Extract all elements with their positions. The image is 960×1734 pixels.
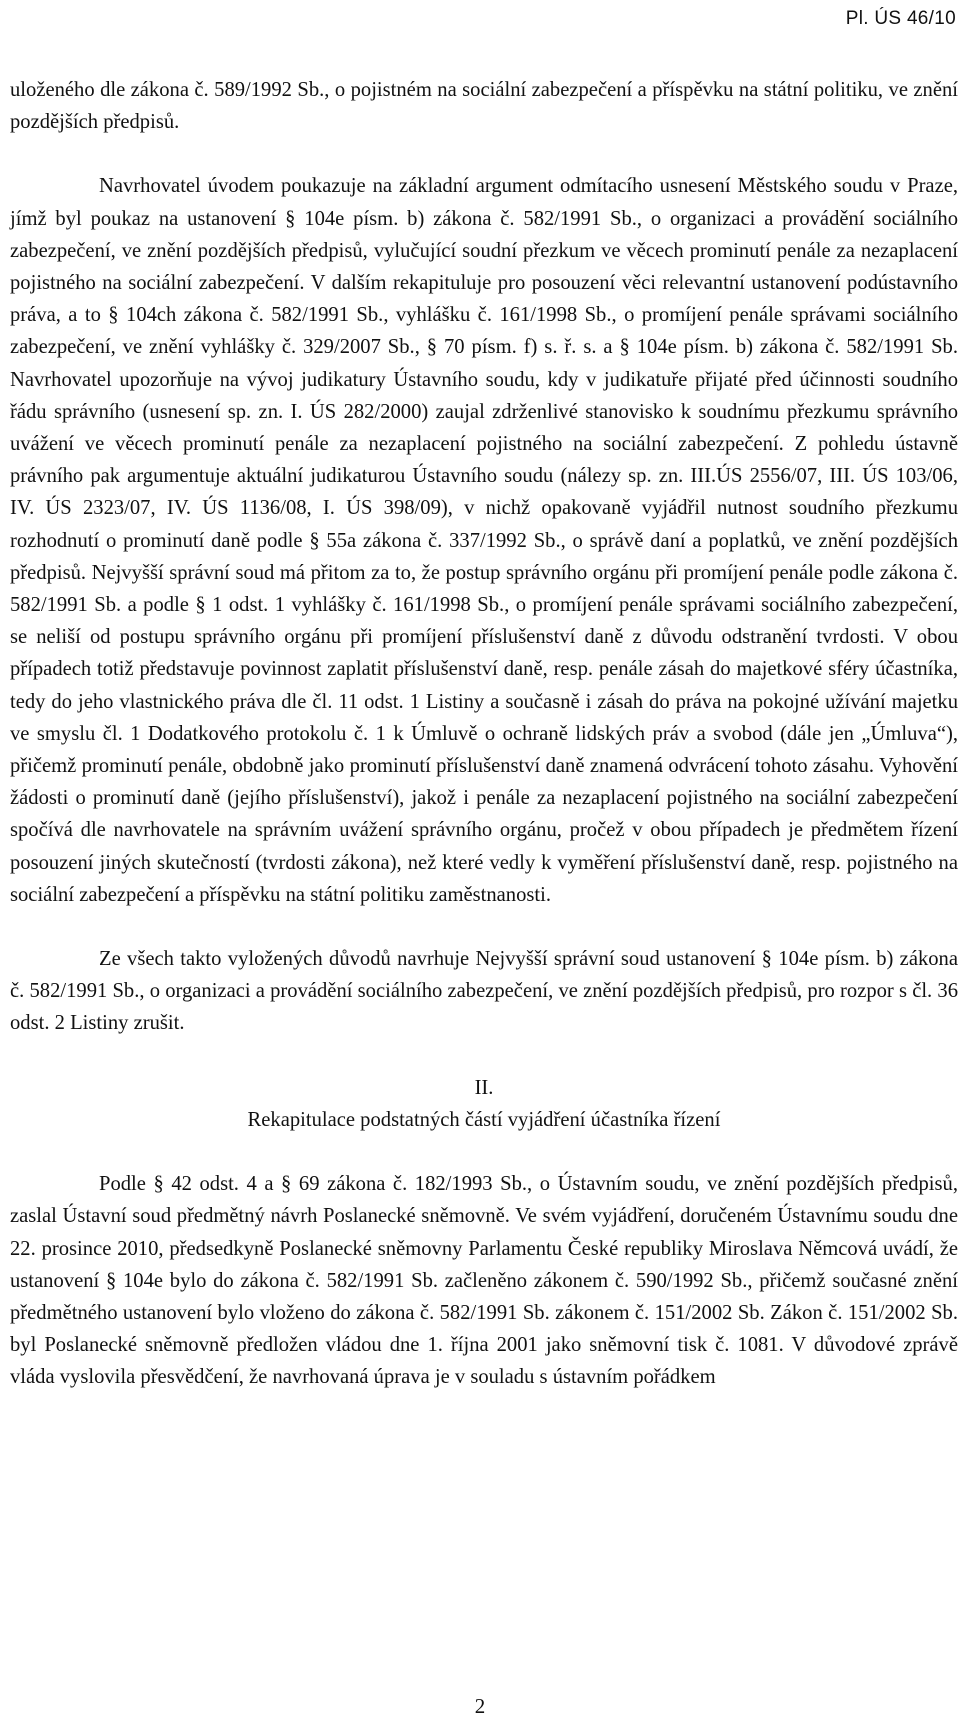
section-number: II.	[474, 1076, 494, 1099]
page-number: 2	[474, 1694, 486, 1718]
case-reference: Pl. ÚS 46/10	[845, 8, 956, 29]
paragraph-statement: Podle § 42 odst. 4 a § 69 zákona č. 182/1993 Sb., o Ústavním soudu, ve znění pozdějších předpisů, zaslal Ústavní soud předmětný návrh Poslanecké sněmovně. Ve svém vyjádření, doručeném Ústavnímu soudu dne 22. prosince 2010, předsedkyně Poslanecké sněmovny Parlamentu České republiky Miroslava Němcová uvádí, že ustanovení § 104e bylo do zákona č. 582/1991 Sb. začleněno zákonem č. 590/1992 Sb., přičemž současné znění předmětného ustanovení bylo vloženo do zákona č. 582/1991 Sb. zákonem č. 151/2002 Sb. Zákon č. 151/2002 Sb. byl Poslanecké sněmovně předložen vládou dne 1. října 2001 jako sněmovní tisk č. 1081. V důvodové zprávě vláda vyslovila přesvědčení, že navrhovaná úprava je v souladu s ústavním pořádkem	[10, 1173, 958, 1389]
paragraph-arguments: Navrhovatel úvodem poukazuje na základní argument odmítacího usnesení Městského soudu v Praze, jímž byl poukaz na ustanovení § 104e písm. b) zákona č. 582/1991 Sb., o organizaci a provádění sociálního zabezpečení, ve znění pozdějších předpisů, vylučující soudní přezkum ve věcech prominutí penále za nezaplacení pojistného na sociální zabezpečení. V dalším rekapituluje pro posouzení věci relevantní ustanovení podústavního práva, a to § 104ch zákona č. 582/1991 Sb., vyhlášku č. 161/1998 Sb., o promíjení penále správami sociálního zabezpečení, ve znění vyhlášky č. 329/2007 Sb., § 70 písm. f) s. ř. s. a § 104e písm. b) zákona č. 582/1991 Sb. Navrhovatel upozorňuje na vývoj judikatury Ústavního soudu, kdy v judikatuře přijaté před účinnosti soudního řádu správního (usnesení sp. zn. I. ÚS 282/2000) zaujal zdrženlivé stanovisko k soudnímu přezkumu správního uvážení ve věcech prominutí penále za nezaplacení pojistného na sociální zabezpečení. Z pohledu ústavně právního pak argumentuje aktuální judikaturou Ústavního soudu (nálezy sp. zn. III.ÚS 2556/07, III. ÚS 103/06, IV. ÚS 2323/07, IV. ÚS 1136/08, I. ÚS 398/09), v nichž opakovaně vyjádřil nutnost soudního přezkumu rozhodnutí o prominutí daně podle § 55a zákona č. 337/1992 Sb., o správě daní a poplatků, ve znění pozdějších předpisů. Nejvyšší správní soud má přitom za to, že postup správního orgánu při promíjení penále podle zákona č. 582/1991 Sb. a podle § 1 odst. 1 vyhlášky č. 161/1998 Sb., o promíjení penále správami sociálního zabezpečení, se neliší od postupu správního orgánu při promíjení příslušenství daně z důvodu odstranění tvrdosti. V obou případech totiž představuje povinnost zaplatit příslušenství daně, resp. penále zásah do majetkové sféry účastníka, tedy do jeho vlastnického práva dle čl. 11 odst. 1 Listiny a současně i zásah do práva na pokojné užívání majetku ve smyslu čl. 1 Dodatkového protokolu č. 1 k Úmluvě o ochraně lidských práv a svobod (dále jen „Úmluva“), přičemž prominutí penále, obdobně jako prominutí příslušenství daně znamená odvrácení tohoto zásahu. Vyhovění žádosti o prominutí daně (jejího příslušenství), jakož i penále za nezaplacení pojistného na sociální zabezpečení spočívá dle navrhovatele na správním uvážení správního orgánu, pročež v obou případech je předmětem řízení posouzení jiných skutečností (tvrdosti zákona), než které vedly k vyměření příslušenství daně, resp. pojistného na sociální zabezpečení a příspěvku na státní politiku zaměstnanosti.	[10, 175, 958, 906]
section-title: Rekapitulace podstatných částí vyjádření účastníka řízení	[247, 1108, 721, 1131]
paragraph-proposal: Ze všech takto vyložených důvodů navrhuje Nejvyšší správní soud ustanovení § 104e písm. b) zákona č. 582/1991 Sb., o organizaci a provádění sociálního zabezpečení, ve znění pozdějších předpisů, pro rozpor s čl. 36 odst. 2 Listiny zrušit.	[10, 948, 958, 1035]
document-body	[10, 74, 958, 1394]
paragraph-continuation: uloženého dle zákona č. 589/1992 Sb., o pojistném na sociální zabezpečení a příspěvku na státní politiku, ve znění pozdějších předpisů.	[10, 79, 958, 134]
